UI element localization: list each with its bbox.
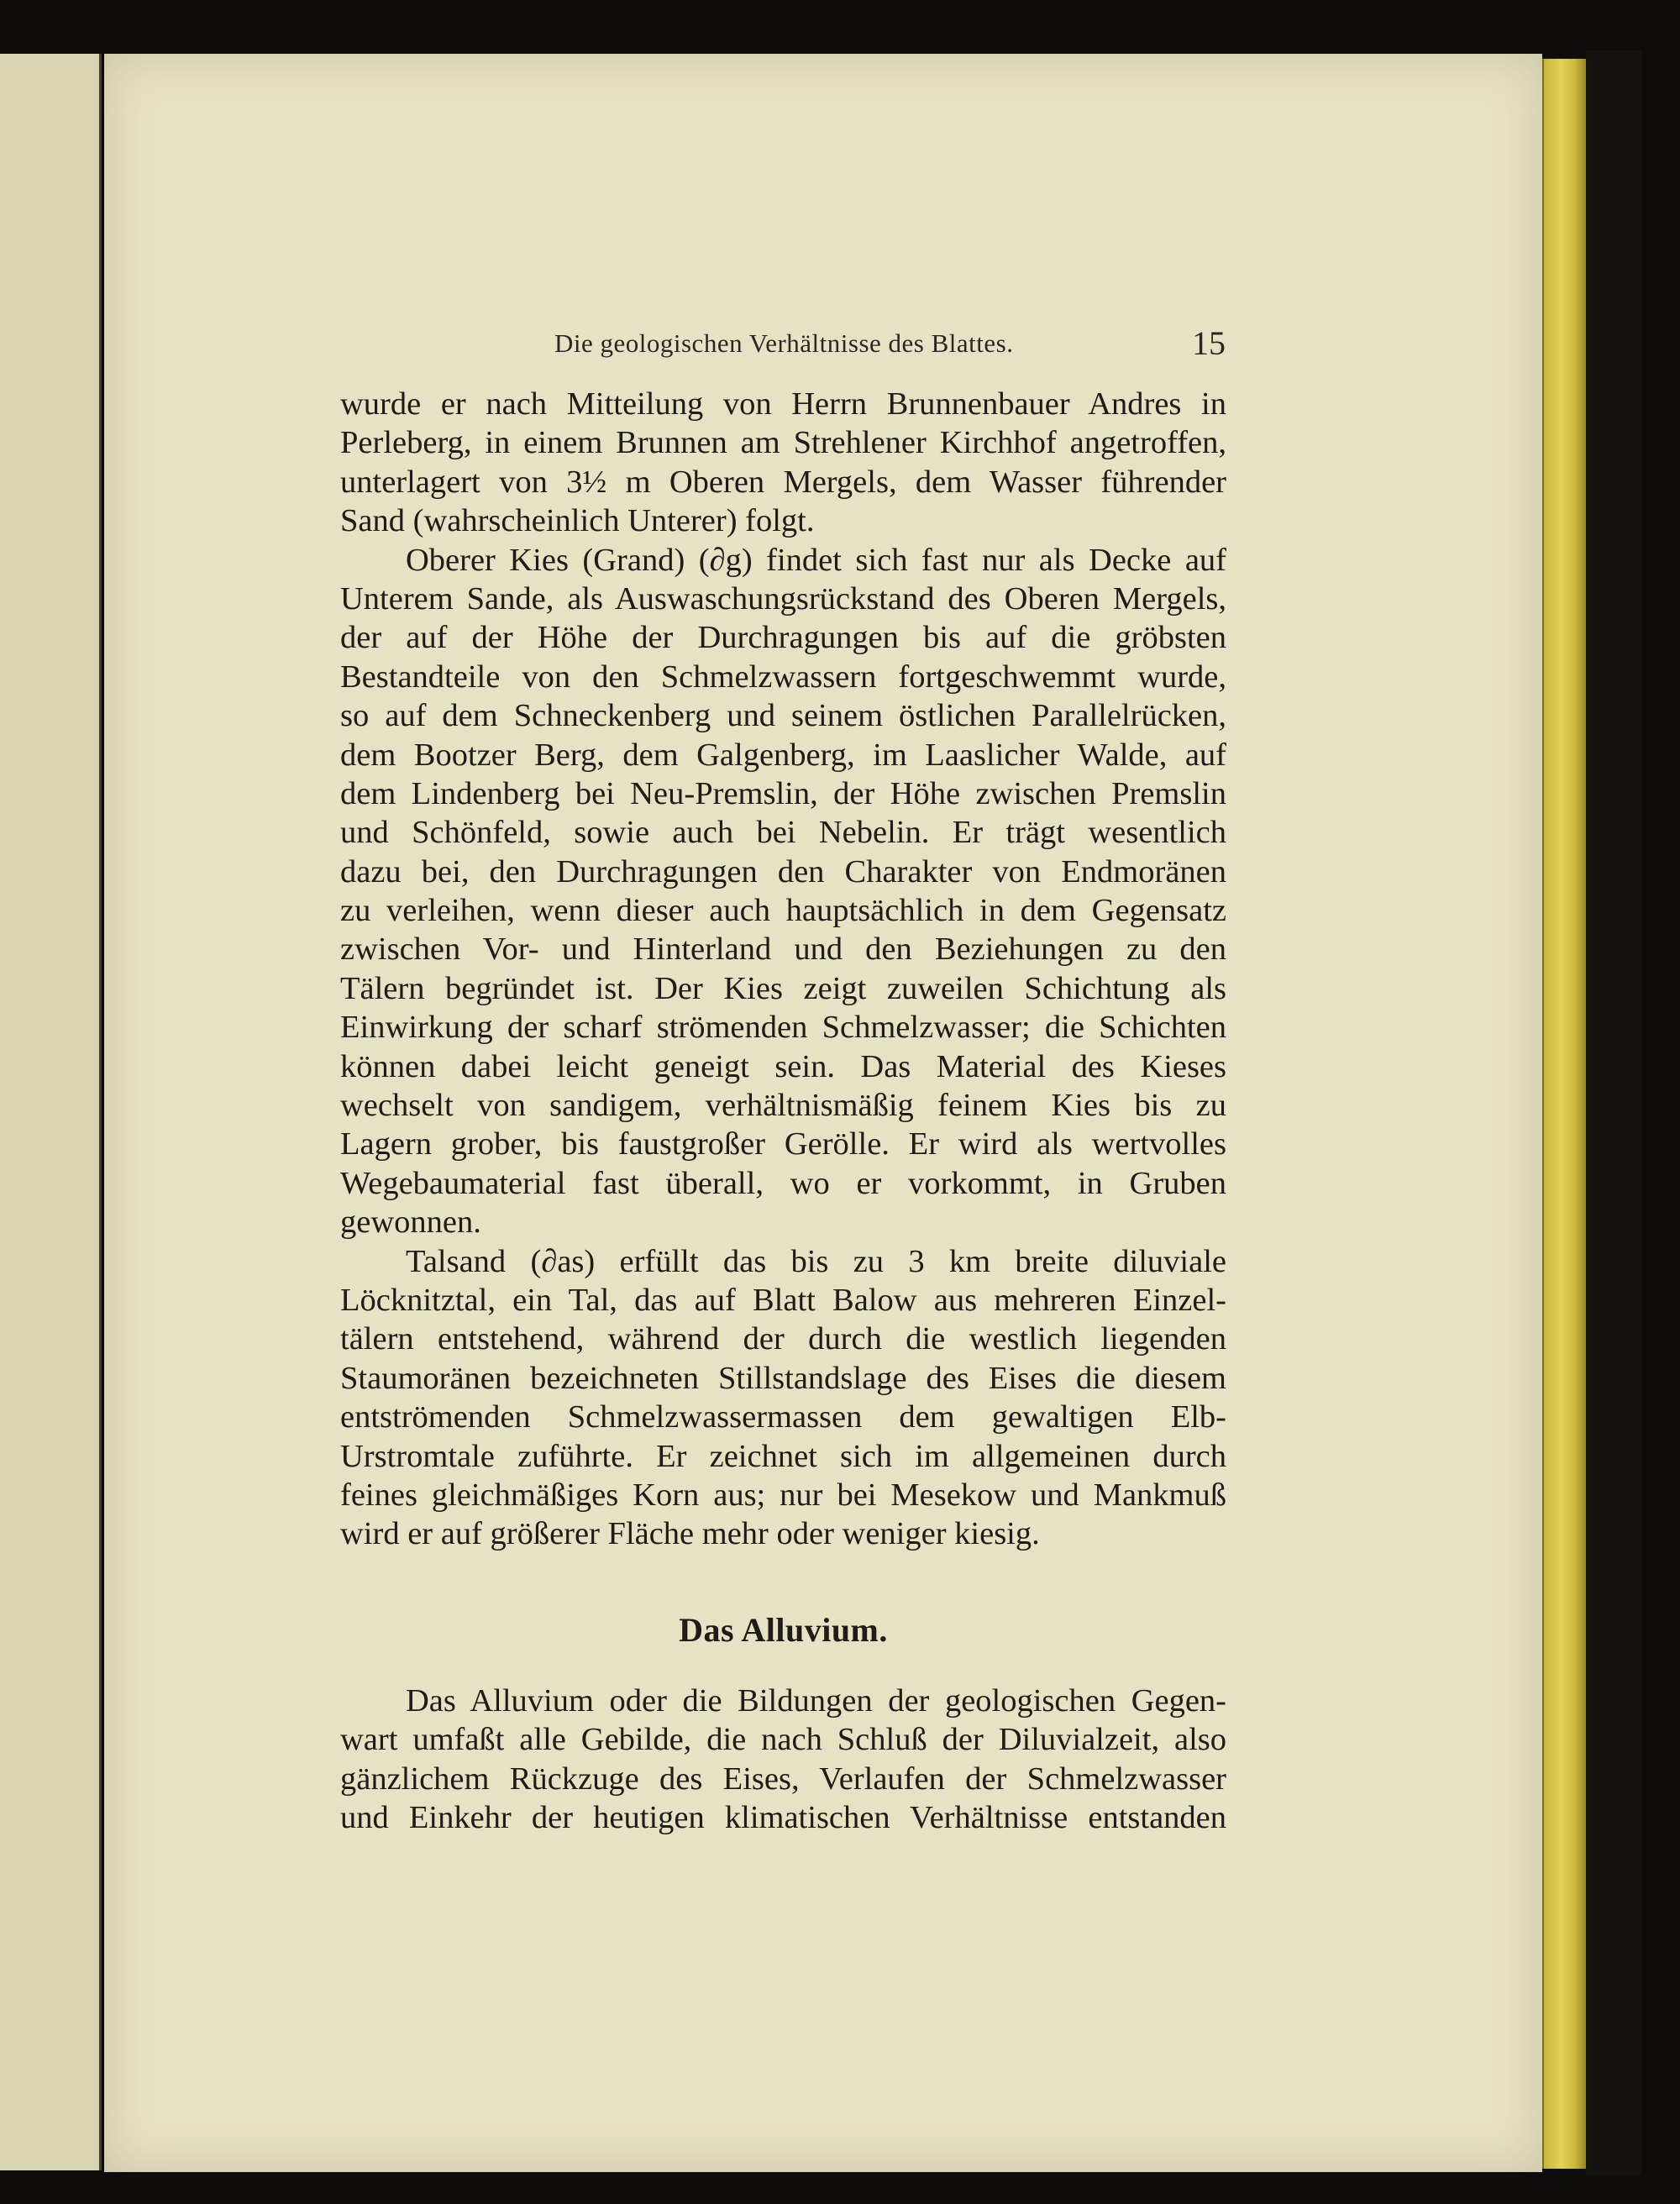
text-line: wart umfaßt alle Gebilde, die nach Schluß der Diluvialzeit, also [340,1722,1226,1758]
text-line: Talsand (∂as) erfüllt das bis zu 3 km breite diluviale [406,1243,1226,1279]
text-line: dem Lindenberg bei Neu-Premslin, der Höhe zwischen Premslin [340,775,1226,811]
book-cover-edge [1586,50,1641,2175]
text-line: Das Alluvium oder die Bildungen der geologischen Gegen- [406,1682,1226,1719]
running-title: Die geologischen Verhältnisse des Blattes. [554,328,1014,358]
text-line: Urstromtale zuführte. Er zeichnet sich im allgemeinen durch [340,1438,1226,1474]
paragraph [340,1682,1226,1838]
paragraph [340,385,1226,541]
text-line: unterlagert von 3½ m Oberen Mergels, dem Wasser führender [340,464,1226,500]
text-line: dazu bei, den Durchragungen den Charakter von Endmoränen [340,853,1226,889]
facing-page-edge [0,54,102,2170]
text-line: Sand (wahrscheinlich Unterer) folgt. [340,503,815,539]
gilded-page-edges [1542,59,1588,2169]
text-line: tälern entstehend, während der durch die westlich liegenden [340,1321,1226,1357]
text-line: Tälern begründet ist. Der Kies zeigt zuweilen Schichtung als [340,970,1226,1006]
text-line: wird er auf größerer Fläche mehr oder weniger kiesig. [340,1516,1040,1552]
text-line: Löcknitztal, ein Tal, das auf Blatt Balow aus mehreren Einzel- [340,1282,1226,1318]
page-body [340,385,1226,1837]
text-line: gänzlichem Rückzuge des Eises, Verlaufen der Schmelzwasser [340,1761,1226,1797]
text-line: Staumoränen bezeichneten Stillstandslage des Eises die diesem [340,1360,1226,1396]
text-line: gewonnen. [340,1204,481,1241]
text-line: dem Bootzer Berg, dem Galgenberg, im Laaslicher Walde, auf [340,737,1226,773]
text-line: wurde er nach Mitteilung von Herrn Brunnenbauer Andres in [340,386,1226,422]
page-number: 15 [1192,324,1226,362]
paragraph [340,1242,1226,1554]
text-line: Unterem Sande, als Auswaschungsrückstand des Oberen Mergels, [340,580,1226,617]
text-line: Oberer Kies (Grand) (∂g) findet sich fast nur als Decke auf [406,542,1226,578]
text-line: entströmenden Schmelzwassermassen dem gewaltigen Elb- [340,1399,1226,1435]
text-line: zwischen Vor- und Hinterland und den Beziehungen zu den [340,931,1226,968]
text-line: zu verleihen, wenn dieser auch hauptsächlich in dem Gegensatz [340,893,1226,929]
paragraph [340,541,1226,1242]
text-line: Lagern grober, bis faustgroßer Gerölle. Er wird als wertvolles [340,1126,1226,1162]
text-line: Bestandteile von den Schmelzwassern fortgeschwemmt wurde, [340,659,1226,695]
text-line: wechselt von sandigem, verhältnismäßig feinem Kies bis zu [340,1088,1226,1124]
running-header [554,323,1226,365]
text-line: und Einkehr der heutigen klimatischen Verhältnisse entstanden [340,1799,1226,1835]
text-line: und Schönfeld, sowie auch bei Nebelin. Er trägt wesentlich [340,815,1226,851]
text-line: können dabei leicht geneigt sein. Das Material des Kieses [340,1048,1226,1084]
text-line: Perleberg, in einem Brunnen am Strehlener Kirchhof angetroffen, [340,425,1226,461]
text-line: feines gleichmäßiges Korn aus; nur bei Mesekow und Mankmuß [340,1477,1226,1513]
text-line: der auf der Höhe der Durchragungen bis auf die gröbsten [340,620,1226,656]
section-heading: Das Alluvium. [679,1610,888,1649]
text-line: Wegebaumaterial fast überall, wo er vorkommt, in Gruben [340,1165,1226,1201]
text-line: so auf dem Schneckenberg und seinem östlichen Parallelrücken, [340,698,1226,734]
text-line: Einwirkung der scharf strömenden Schmelzwasser; die Schichten [340,1010,1226,1046]
